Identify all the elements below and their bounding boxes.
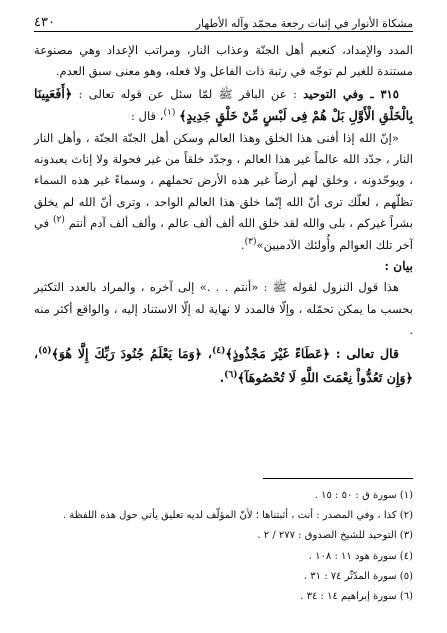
- footnote-6: (٦) سورة إبراهيم ١٤ : ٣٤ .: [300, 591, 413, 603]
- footnote-ref-3: (٣): [244, 236, 257, 247]
- bayan-heading: بيان :: [384, 259, 413, 274]
- page-number: ٤٣٠: [34, 15, 55, 30]
- hadith-text-end: .: [240, 237, 245, 252]
- footnote-ref-6: (٦): [224, 369, 238, 380]
- quran-verse: ﴿أَفَعَيِينَا بِالْخَلْقِ الْأَوَّلِ بَلْ هُمْ فِى لَبْسٍ مِّنْ خَلْقٍ جَدِيدٍ﴾: [34, 85, 413, 124]
- hadith-text-part-2: في آخر تلك العوالم وأُولئك الآدميين»: [34, 216, 413, 252]
- hadith-text: [34, 128, 413, 256]
- hadith-intro: : عن الباقر ﷺ لمّا سئل عن قوله تعالى :: [78, 86, 297, 101]
- quran-verse-4: ﴿وَإِن تَعُدُّواْ نِعْمَتَ اللَّهِ لَا تُحْصُوهَآ﴾: [237, 369, 413, 385]
- verses-paragraph: قال تعالى : ﴿عَطَاءً غَيْرَ مَجْذُوذٍ﴾$^{(٤)}$، ﴿وَمَا يَعْلَمُ جُنُودَ رَبِّكَ إِلَّا هُوَ﴾$^{(٥)}$، ﴿وَإِن تَعُدُّواْ نِعْمَتَ اللَّهِ لَا تُحْصُوهَآ﴾$^{(٦)}$.: [34, 345, 413, 385]
- paragraph-1: المدد والإمداد، كنعيم أهل الجنّة وعذاب النار، ومراتب الإعداد وهي مصنوعة مستندة للغير لم توجّه في رتبة ذات الفاعل ولا فعله، وهو معنى سبق العدم.: [34, 43, 413, 79]
- footnote-2: (٢) كذا ، وفي المصدر : أنت ، أثبتناها ؛ لأنّ المؤلّف لديه تعليق يأتي حول هذه اللفظة .: [62, 510, 413, 522]
- explanation-paragraph: هذا قول النزول لقوله ﷺ : «أنتم . . .» إلى آخره ، والمراد بالعدد التكثير بحسب ما يمكن تحمّله ، وإلّا فالمدد لا نهاية له إلّا الاستناد إليه ، والواقع أكثر منه .: [34, 280, 413, 338]
- footnote-ref-5: (٥): [38, 345, 52, 356]
- main-text: [34, 40, 413, 390]
- footnote-3: (٣) التوحيد للشيخ الصدوق : ٢٧٧ / ٢ .: [257, 530, 413, 542]
- footnote-ref-4: (٤): [212, 345, 226, 356]
- paragraph-315: [34, 83, 413, 128]
- footnote-1: (١) سورة ق : ٥٠ : ١٥ .: [314, 490, 413, 501]
- footnote-5: (٥) سورة المدّثّر ٧٤ : ٣١ .: [303, 570, 413, 582]
- hadith-intro-tail: ، قال :: [130, 109, 164, 124]
- book-title: مشكاة الأنوار في إثبات رجعة محمّد وآله الأطهار: [195, 17, 413, 30]
- footnotes: [34, 486, 413, 607]
- hadith-heading: ٣١٥ ـ وفي التوحيد: [303, 86, 400, 101]
- footnote-4: (٤) سورة هود ١١ : ١٠٨ .: [308, 550, 413, 562]
- running-header: [34, 10, 413, 32]
- footnote-ref-2: (٢): [53, 215, 65, 226]
- footnote-separator: [263, 478, 413, 479]
- hadith-text-part-1: «إنّ الله إذا أفنى هذا الخلق وهذا العالم وسكن أهل الجنّة الجنّة ، وأهل النار النار ، جدّد الله عالماً غير هذا العالم ، وجدّد خلقاً من غير فحولة ولا إناث يعبدونه ، ويوحّدونه ، وخلق لهم أرضاً غير هذه الأرض تحملهم ، وسماءً غير هذه السماء تظلّهم ، لعلّك ترى أنّ الله إنّما خلق هذا العالم الواحد ، وترى أنّ الله لم يخلق بشراً غيركم ، بلى والله لقد خلق الله ألف ألف عالم ، وألف ألف آدم أنتم: [34, 130, 414, 231]
- quran-verse-3: ﴿وَمَا يَعْلَمُ جُنُودَ رَبِّكَ إِلَّا هُوَ﴾: [51, 345, 203, 361]
- verses-intro: قال تعالى :: [335, 345, 399, 361]
- quran-verse-2: ﴿عَطَاءً غَيْرَ مَجْذُوذٍ﴾: [225, 345, 330, 361]
- footnote-ref-1: (١): [163, 108, 176, 119]
